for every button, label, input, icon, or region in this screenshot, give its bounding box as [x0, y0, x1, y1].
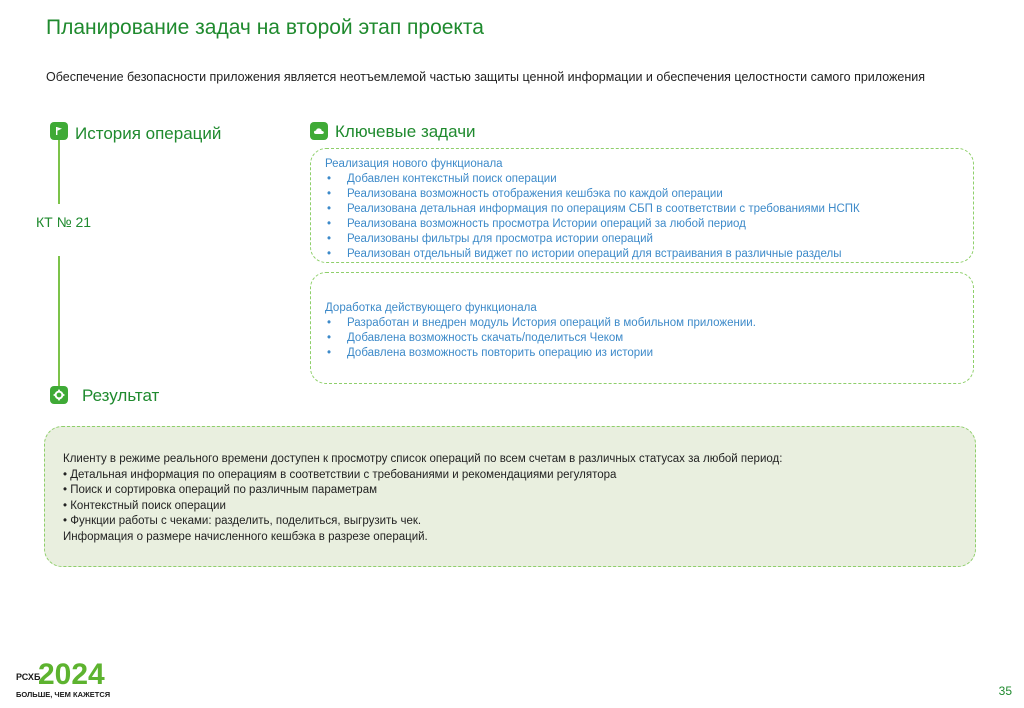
company-logo	[14, 652, 114, 700]
result-line: Клиенту в режиме реального времени доступен к просмотру список операций по всем счетам в различных статусах за любой период:	[63, 453, 783, 465]
timeline-line-top	[58, 138, 60, 204]
logo-slogan: БОЛЬШЕ, ЧЕМ КАЖЕТСЯ	[16, 690, 111, 699]
logo-year: 2024	[38, 658, 105, 691]
page-title: Планирование задач на второй этап проекта	[46, 16, 484, 39]
result-line: • Детальная информация по операциям в соответствии с требованиями и рекомендациями регулятора	[63, 468, 617, 481]
task-item: • Добавлен контекстный поиск операции	[325, 172, 959, 187]
task-item: • Реализованы фильтры для просмотра истории операций	[325, 232, 959, 247]
cloud-icon	[313, 126, 325, 136]
task-group-improvement	[310, 272, 974, 384]
task-group-new	[310, 148, 974, 263]
task-item: • Добавлена возможность скачать/поделиться Чеком	[325, 331, 959, 346]
task-item: • Реализована возможность отображения кешбэка по каждой операции	[325, 187, 959, 202]
result-line: • Функции работы с чеками: разделить, поделиться, выгрузить чек.	[63, 515, 422, 527]
logo-graphic	[14, 652, 114, 700]
result-line: • Поиск и сортировка операций по различным параметрам	[63, 484, 377, 496]
task-list	[325, 316, 959, 361]
task-item: • Разработан и внедрен модуль История операций в мобильном приложении.	[325, 316, 959, 331]
result-line: Информация о размере начисленного кешбэка в разрезе операций.	[63, 530, 428, 543]
history-heading: История операций	[75, 124, 222, 143]
result-heading: Результат	[82, 386, 160, 405]
page-number: 35	[998, 684, 1012, 698]
task-item: • Реализована детальная информация по операциям СБП в соответствии с требованиями НСПК	[325, 202, 959, 217]
gear-icon	[53, 389, 65, 401]
result-line: • Контекстный поиск операции	[63, 499, 226, 512]
logo-brand: РСХБ	[16, 672, 41, 682]
task-group-title: Реализация нового функционала	[325, 158, 503, 170]
history-badge	[50, 122, 68, 140]
task-item: • Добавлена возможность повторить операцию из истории	[325, 346, 959, 361]
task-item: • Реализована возможность просмотра Истории операций за любой период	[325, 217, 959, 232]
tasks-heading: Ключевые задачи	[335, 122, 476, 141]
checkpoint-label: КТ № 21	[36, 214, 92, 230]
timeline-line-bottom	[58, 256, 60, 388]
page-subtitle: Обеспечение безопасности приложения является неотъемлемой частью защиты ценной информации и обеспечения целостности самого приложения	[46, 70, 926, 84]
tasks-badge	[310, 122, 328, 140]
flag-icon	[54, 126, 64, 136]
task-list	[325, 172, 959, 262]
task-item: • Реализован отдельный виджет по истории операций для встраивания в различные разделы	[325, 247, 959, 262]
result-badge	[50, 386, 68, 404]
task-group-title: Доработка действующего функционала	[325, 302, 537, 314]
result-box	[44, 426, 976, 567]
